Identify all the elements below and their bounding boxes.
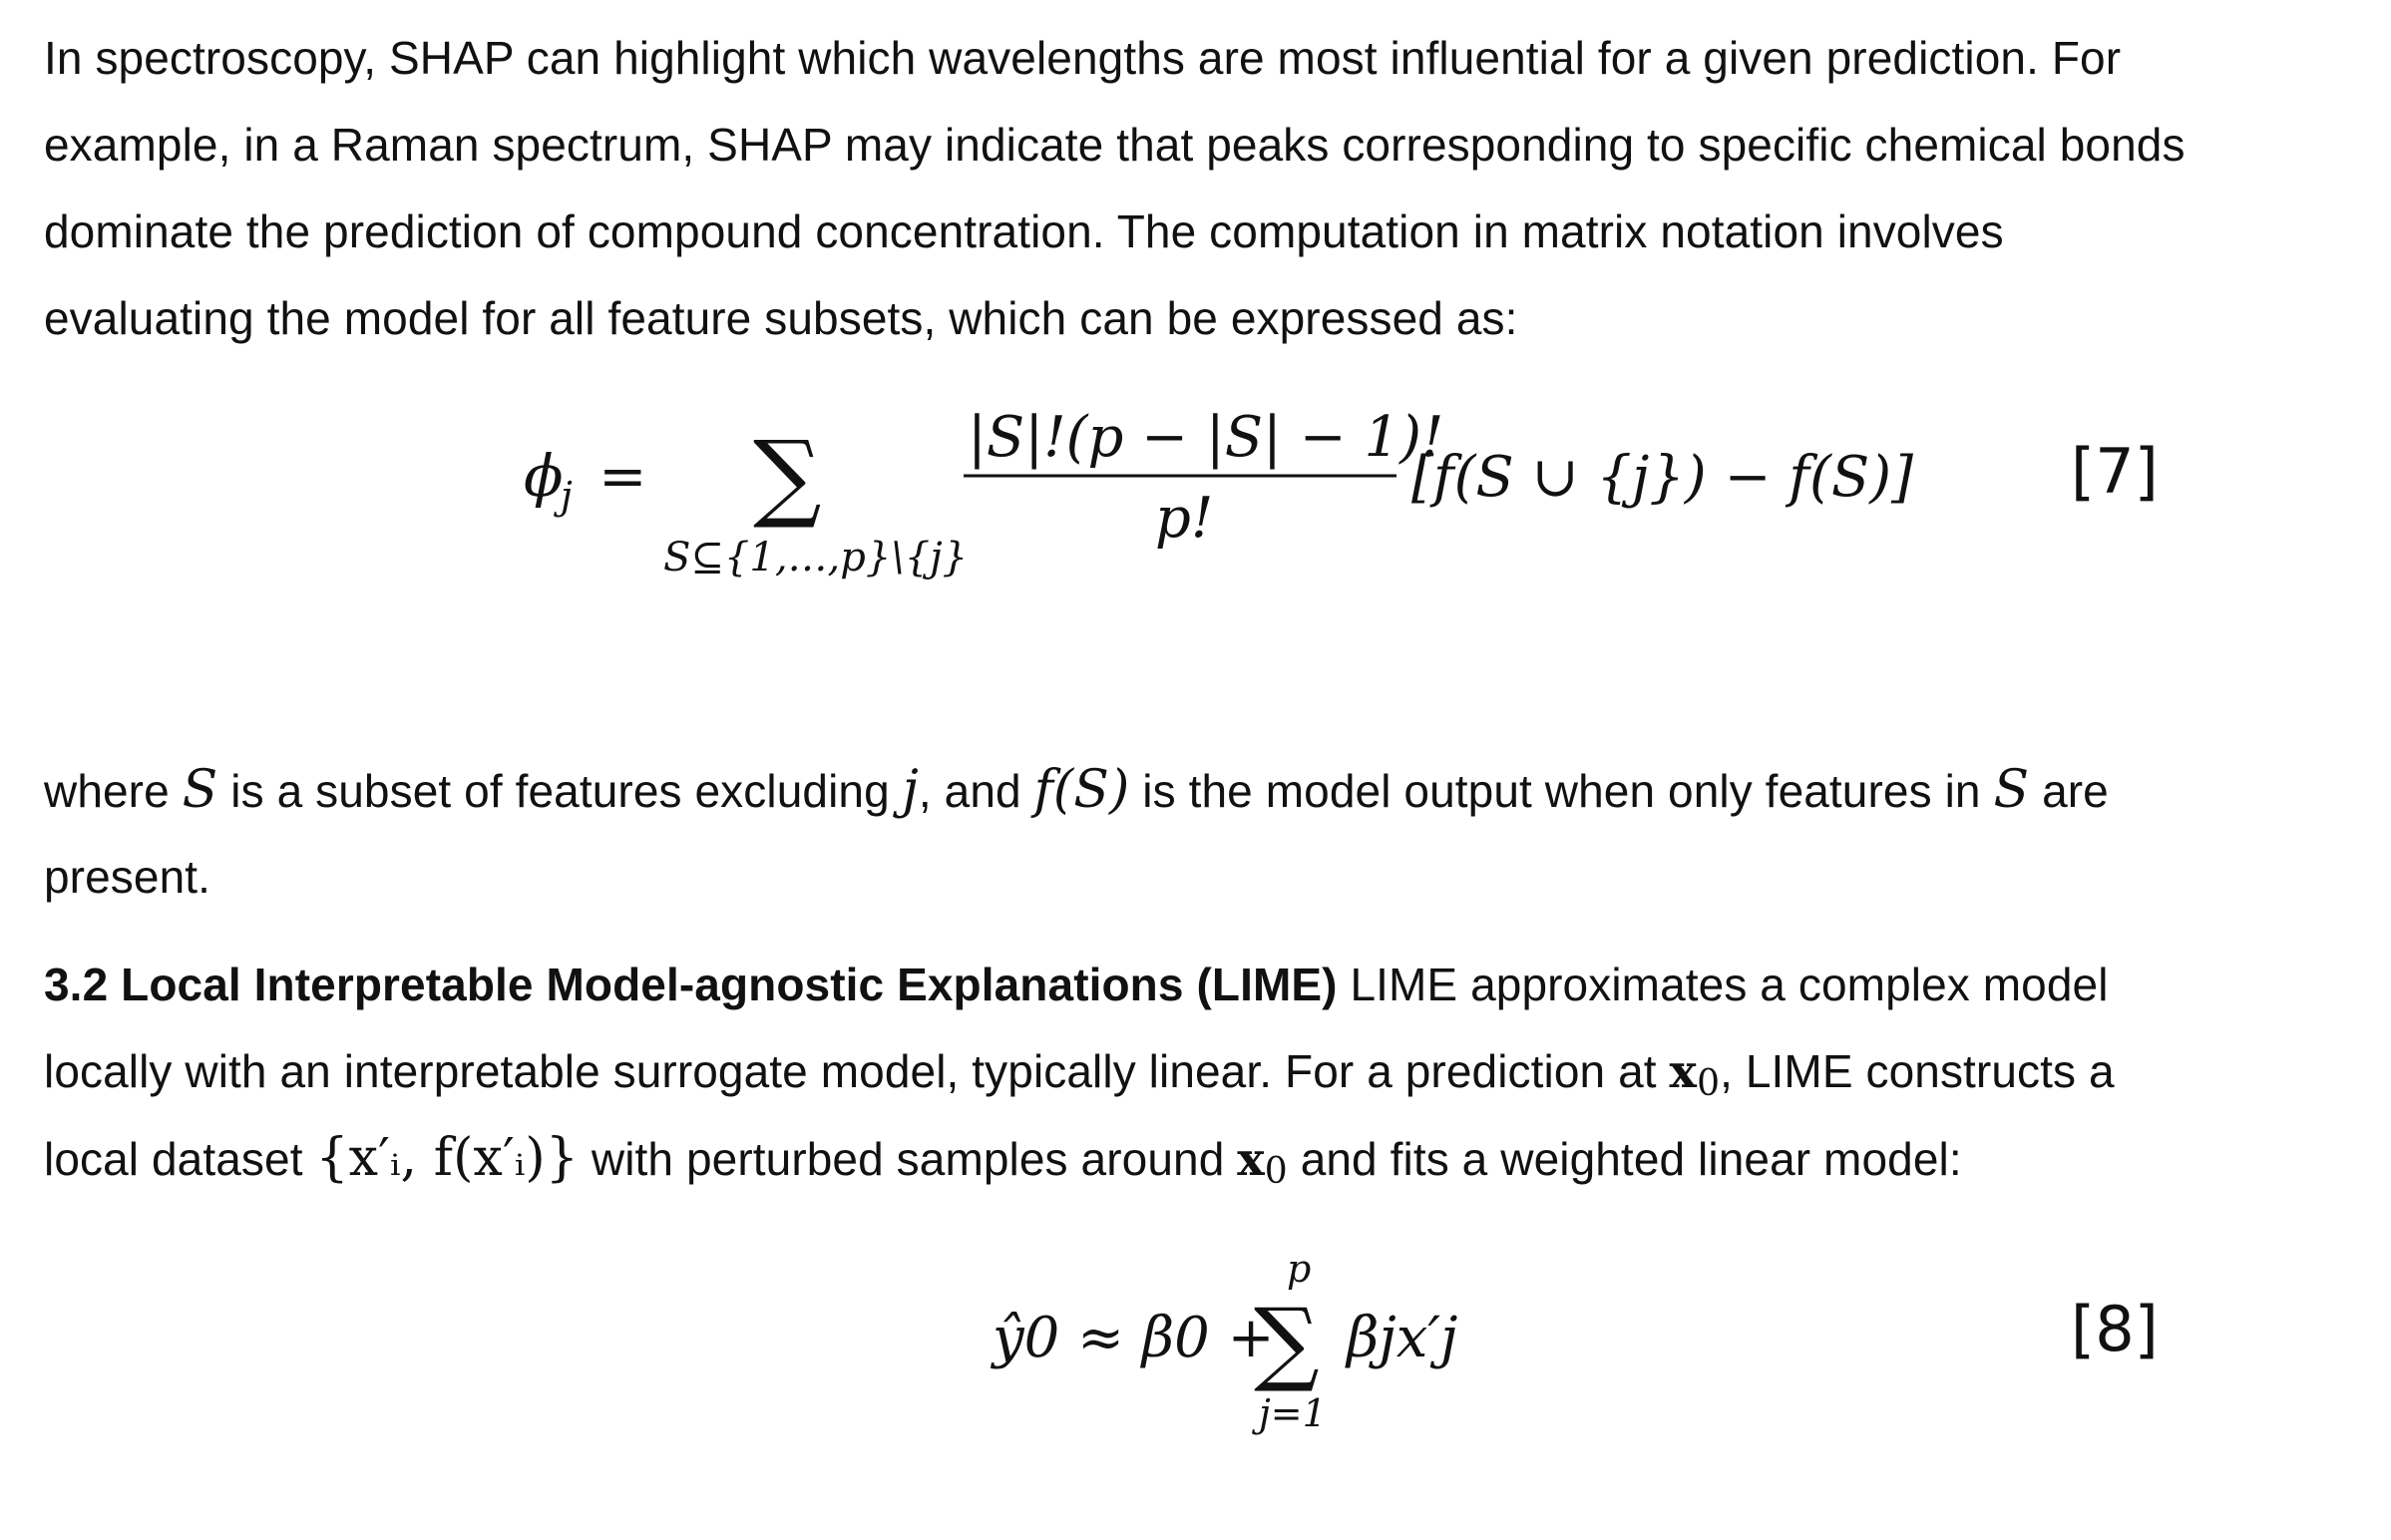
text-line: present. [44, 851, 211, 903]
text-segment: LIME approximates a complex model [1337, 959, 2109, 1010]
math-var-S: S [182, 760, 218, 820]
text-line: dominate the prediction of compound concentration. The computation in matrix notation involves [44, 205, 2004, 257]
section-heading: 3.2 Local Interpretable Model-agnostic Explanations (LIME) [44, 959, 1338, 1010]
equation-8-label: [8] [2071, 1293, 2159, 1365]
math-f-of-S: f(S) [1033, 760, 1130, 820]
equation-8-term: βjx′j [1347, 1306, 1458, 1370]
text-line: In spectroscopy, SHAP can highlight which wavelengths are most influential for a given prediction. For [44, 32, 2122, 84]
equation-7-lhs-eq: = [598, 442, 647, 510]
equation-7-bracket-term: [f(S ∪ {j}) − f(S)] [1411, 445, 1913, 510]
text-line: example, in a Raman spectrum, SHAP may indicate that peaks corresponding to specific chemical bonds [44, 119, 2186, 171]
equation-7-sum-symbol: ∑ [753, 420, 822, 532]
text-segment: is the model output when only features in [1129, 765, 1994, 817]
text-segment: and fits a weighted linear model: [1287, 1133, 1962, 1185]
math-x0: x [1669, 1044, 1698, 1098]
equation-8-sum-upper: p [1287, 1247, 1312, 1291]
equation-7-label: [7] [2071, 435, 2159, 508]
text-segment: , LIME constructs a [1720, 1045, 2115, 1097]
math-x0-subscript: 0 [1264, 1151, 1288, 1192]
text-segment: local dataset [44, 1133, 316, 1185]
text-line: evaluating the model for all feature subsets, which can be expressed as: [44, 292, 1518, 344]
math-var-j: j [902, 760, 919, 820]
text-segment: , and [918, 765, 1034, 817]
text-segment: where [44, 765, 183, 817]
equation-7-numerator: |S|!(p − |S| − 1)! [968, 405, 1444, 470]
equation-8-sum-symbol: ∑ [1254, 1289, 1320, 1395]
text-segment: are [2029, 765, 2109, 817]
text-segment: is a subset of features excluding [217, 765, 903, 817]
equation-8-sum-lower: j=1 [1259, 1391, 1327, 1435]
math-var-S: S [1993, 760, 2030, 820]
text-segment: locally with an interpretable surrogate model, typically linear. For a prediction at [44, 1045, 1670, 1097]
equation-7-denominator: p! [1155, 486, 1214, 551]
math-x0: x [1237, 1132, 1265, 1186]
equation-7-lhs-sub: j [561, 474, 573, 518]
equation-8-lhs: ŷ0 ≈ β0 + [993, 1306, 1275, 1370]
math-dataset-expr: {x′ᵢ, f(x′ᵢ)} [315, 1128, 580, 1188]
math-x0-subscript: 0 [1697, 1063, 1721, 1104]
equation-7-lhs-phi: ϕ [524, 442, 564, 510]
equation-7-sum-subscript: S⊆{1,…,p}\{j} [663, 535, 969, 580]
text-segment: with perturbed samples around [579, 1133, 1238, 1185]
